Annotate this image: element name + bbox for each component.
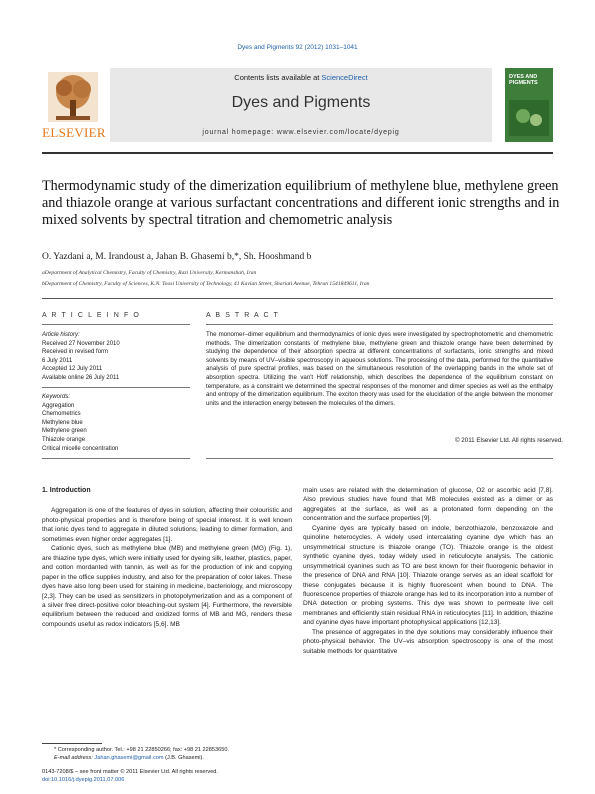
article-title: Thermodynamic study of the dimerization equilibrium of methylene blue, methylene green and thiazole orange at various surfactant concentrations and different ionic strengths and in mixed solvents by spectral titration and chemometric analysis xyxy=(42,178,560,228)
keyword: Critical micelle concentration xyxy=(42,445,119,452)
footnotes xyxy=(42,746,302,784)
keywords-rule xyxy=(42,458,190,459)
journal-homepage[interactable]: journal homepage: www.elsevier.com/locate/dyepig xyxy=(202,129,400,136)
header-divider xyxy=(42,152,553,154)
abstract-text: The monomer–dimer equilibrium and thermodynamics of ionic dyes were investigated by spectrophotometric and chemometric methods. The dimerization constants of methylene blue, methylene green and thiazole orange have been determined by studying the dependence of their absorption spectra at different concentrations of surfactants, ionic strengths and mixed solvents by means of UV–visible spectroscopy in aqueous solutions. The processing of the data, performed for the quantitative analysis of pure spectral profiles, was based on the simultaneous resolution of the overlapping bands in the whole set of absorption spectra. Utilizing the van't Hoff relationship, which describes the dependence of the equilibrium constant on temperature, as a constraint we determined the spectral responses of the monomer and dimer species as well as the enthalpy and entropy of the dimerization equilibrium. The exciton theory was used for the elucidation of the angle between the monomer units and the interaction energy between the molecules of the dimers. xyxy=(206,331,553,407)
body-column-left xyxy=(42,486,292,629)
keyword: Methylene green xyxy=(42,428,87,435)
history-rule xyxy=(42,387,190,388)
email-link[interactable]: Jahan.ghasemi@gmail.com xyxy=(94,755,164,761)
email-line xyxy=(42,754,302,762)
copyright-notice: © 2011 Elsevier Ltd. All rights reserved. xyxy=(455,437,563,444)
history-item: Received 27 November 2010 xyxy=(42,340,120,347)
journal-title: Dyes and Pigments xyxy=(231,94,371,111)
contents-line xyxy=(110,73,492,82)
article-info-heading: A R T I C L E I N F O xyxy=(42,312,141,319)
article-info-rule xyxy=(42,324,190,325)
history-item: Received in revised form xyxy=(42,349,109,356)
history-label: Article history: xyxy=(42,332,80,338)
author-list: O. Yazdani a, M. Irandoust a, Jahan B. Ghasemi b,*, Sh. Hooshmand b xyxy=(42,252,312,262)
abstract-bottom-rule xyxy=(206,458,553,459)
keywords xyxy=(42,393,192,453)
publisher-wordmark: ELSEVIER xyxy=(42,125,106,140)
contents-prefix: Contents lists available at xyxy=(234,73,320,82)
paragraph: The presence of aggregates in the dye solutions may considerably influence their photo-physical behavior. The UV–vis absorption spectroscopy is one of the most suitable methods for quantitative xyxy=(303,628,553,655)
corresponding-author-note: * Corresponding author. Tel.: +98 21 22850266; fax: +98 21 22853650. xyxy=(54,747,229,753)
keyword: Chemometrics xyxy=(42,411,81,418)
article-history xyxy=(42,331,192,383)
issn-line: 0143-7208/$ – see front matter © 2011 Elsevier Ltd. All rights reserved. xyxy=(42,769,218,775)
history-item: Accepted 12 July 2011 xyxy=(42,366,103,373)
title-divider xyxy=(42,298,553,299)
keyword: Thiazole orange xyxy=(42,436,86,443)
abstract-heading: A B S T R A C T xyxy=(206,312,280,319)
keyword: Methylene blue xyxy=(42,419,83,426)
affiliation-b: bDepartment of Chemistry, Faculty of Sciences, K.N. Toosi University of Technology, 41 Kavian Street, Shariati Avenue, Tehran 1541849611, Iran xyxy=(42,281,370,287)
keywords-label: Keywords: xyxy=(42,394,71,400)
paragraph: Aggregation is one of the features of dyes in solution, affecting their colouristic and photo-physical properties and is therefore being of special interest. It is well known that ionic dyes tend to aggregate in diluted solutions, leading to dimer formation, and sometimes even higher order aggregates [1]. xyxy=(42,507,292,543)
abstract-rule xyxy=(206,324,553,325)
doi-link[interactable]: doi:10.1016/j.dyepig.2011.07.006 xyxy=(42,777,125,783)
email-suffix: (J.B. Ghasemi). xyxy=(165,755,204,761)
paragraph: main uses are related with the determination of glucose, O2 or ascorbic acid [7,8]. Also previous studies have found that MB molecules existed as a dimer or as aggregates at the surface, as well as a protonated form depending on the concentration and the surface properties [9]. xyxy=(303,487,553,523)
cover-title: DYES AND PIGMENTS xyxy=(509,74,538,86)
journal-reference[interactable]: Dyes and Pigments 92 (2012) 1031–1041 xyxy=(237,44,358,51)
history-item: 6 July 2011 xyxy=(42,357,73,364)
paragraph: Cationic dyes, such as methylene blue (MB) and methylene green (MG) (Fig. 1), are thiazine type dyes, which were initially used for dyeing silk, leather, plastics, paper, and cotton mordanted with tannin, as well as for the production of ink and copying paper in the office supplies industry, and also for the preparation of color lakes. These dyes have also long been used for staining in medicine, bacteriology, and microscopy [2,3]. They can be used as sensitizers in photopolymerization and as a component of a silver free direct-positive color bleaching-out system [4]. Furthermore, the reversible equilibrium between the reduced and oxidized forms of MB and MG, renders these compounds useful as redox indicators [5,6]. MB xyxy=(42,545,293,628)
sciencedirect-link[interactable]: ScienceDirect xyxy=(321,73,368,82)
affiliation-a: aDepartment of Analytical Chemistry, Faculty of Chemistry, Razi University, Kermanshah, Iran xyxy=(42,270,257,276)
history-item: Available online 26 July 2011 xyxy=(42,374,120,381)
section-heading: 1. Introduction xyxy=(42,487,91,494)
body-column-right xyxy=(303,486,553,656)
keyword: Aggregation xyxy=(42,402,75,409)
footnote-rule xyxy=(42,743,102,744)
paragraph: Cyanine dyes are typically based on indole, benzothiazole, benzoxazole and quinoline heterocycles. A widely used intercalating cyanine dye which has an unsymmetrical structure is thiazole orange (TO). Thiazole orange is the oldest synthetic cyanine dyes, today widely used in reticulocyte analysis. The cationic unsymmetrical cyanines such as TO are best known for their fluorogenic behavior in the presence of DNA and RNA [10]. Thiazole orange serves as an ideal scaffold for these conjugates because it is highly fluorescent when bound to DNA. The fluorescence properties of thiazole orange has led to its incorporation into a number of DNA detection or probing systems. This dye was shown to permeate live cell membranes and efficiently stain residual RNA in reticulocytes [11]. In addition, thiazine and cyanine dyes have important photophysical applications [12,13]. xyxy=(303,524,553,627)
email-label: E-mail address: xyxy=(54,755,93,761)
